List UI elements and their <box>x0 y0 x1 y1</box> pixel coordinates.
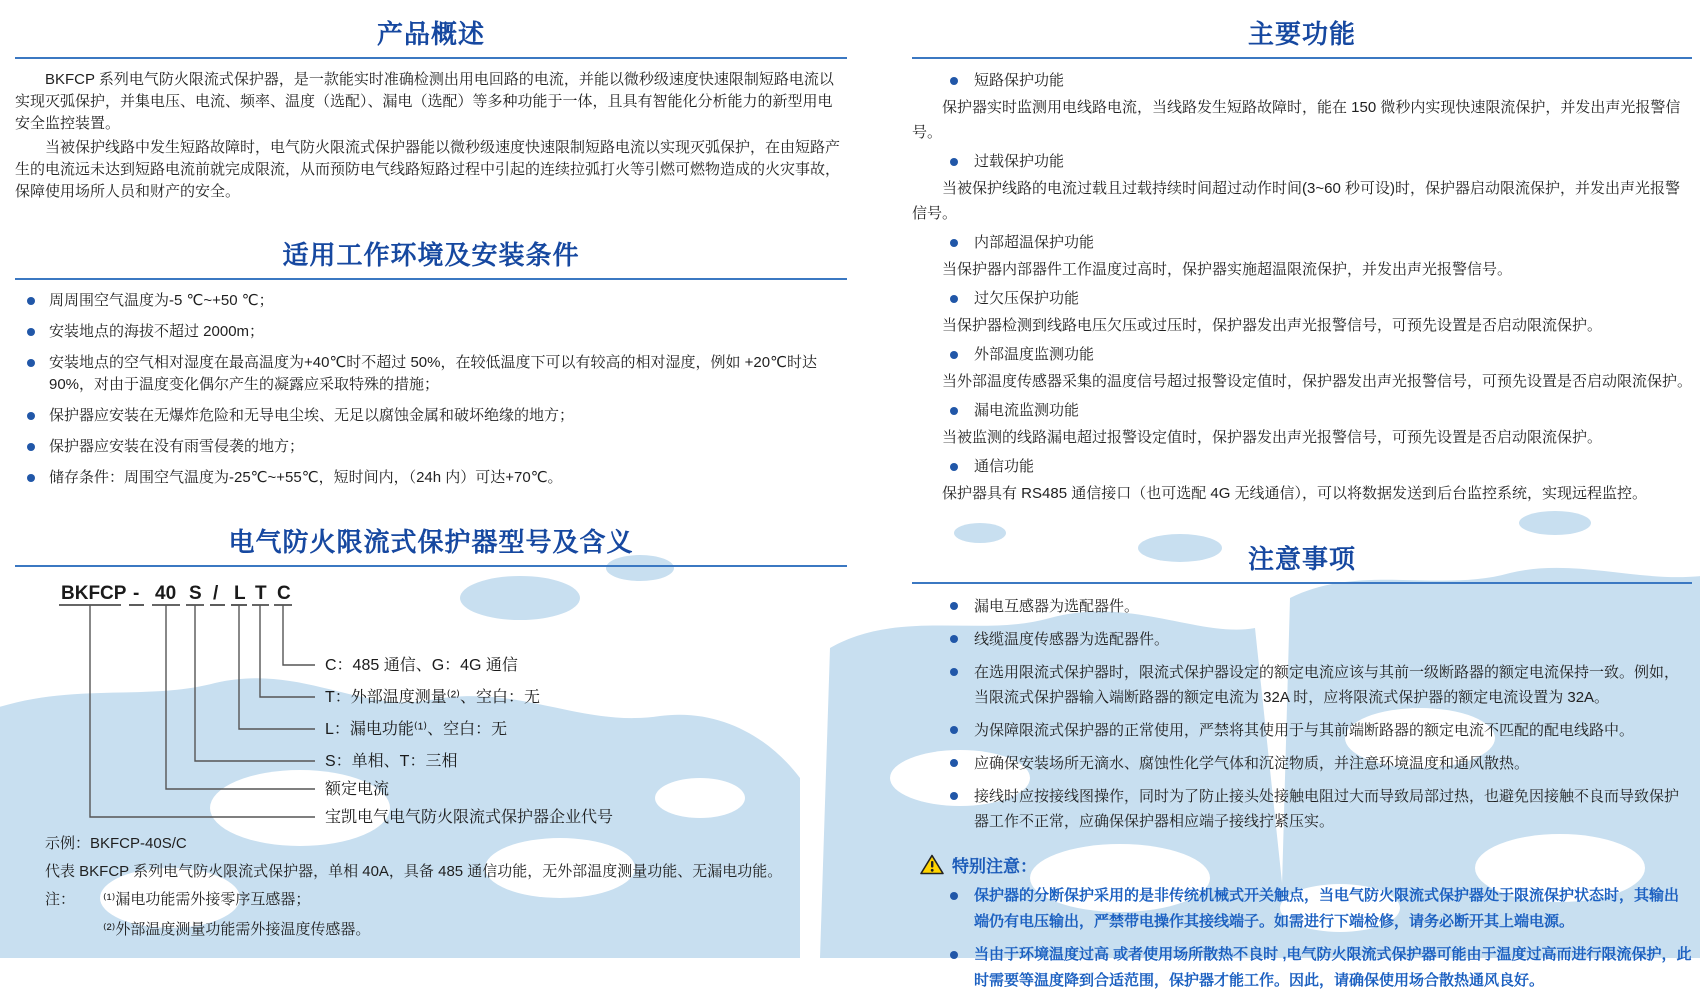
spacer <box>15 205 847 221</box>
list-item-text: 应确保安装场所无滴水、腐蚀性化学气体和沉淀物质，并注意环境温度和通风散热。 <box>974 755 1530 772</box>
function-title <box>912 455 1692 479</box>
section-rule <box>912 582 1692 584</box>
precautions-list <box>912 594 1692 834</box>
list-item <box>15 436 847 458</box>
list-item <box>912 942 1692 994</box>
section-title-model-meaning: 电气防火限流式保护器型号及含义 <box>228 527 634 557</box>
model-example-label: 示例：BKFCP-40S/C <box>45 835 187 852</box>
tree-connectors <box>90 605 315 817</box>
list-item-text: 当由于环境温度过高 或者使用场所散热不良时 ,电气防火限流式保护器可能由于温度过高而进行限流保护，此时需要等温度降到合适范围，保护器才能工作。因此，请确保使用场合散热通风良好。 <box>974 946 1692 989</box>
function-title-text: 内部超温保护功能 <box>974 234 1095 251</box>
special-notice-title: 特别注意： <box>952 857 1037 876</box>
bullet-icon <box>950 668 958 676</box>
overview-paragraph-2: 当被保护线路中发生短路故障时，电气防火限流式保护器能以微秒级速度快速限制短路电流以实现灭弧保护，在由短路产生的电流远未达到短路电流前就完成限流，从而预防电气线路短路过程中引起的连续拉弧打火等引燃可燃物造成的火灾事故，保障使用场所人员和财产的安全。 <box>15 139 841 200</box>
list-item <box>15 467 847 489</box>
model-token: BKFCP <box>61 583 127 604</box>
model-label: 宝凯电气电气防火限流式保护器企业代号 <box>325 809 614 826</box>
function-title <box>912 69 1692 93</box>
bullet-icon <box>950 295 958 303</box>
list-item <box>15 405 847 427</box>
note-line: ⁽¹⁾漏电功能需外接零序互感器； <box>103 891 311 908</box>
function-title-text: 过载保护功能 <box>974 153 1065 170</box>
section-rule <box>912 57 1692 59</box>
bullet-icon <box>950 951 958 959</box>
bullet-icon <box>950 463 958 471</box>
left-column <box>15 0 847 947</box>
functions-list <box>912 69 1692 506</box>
list-item-text: 漏电互感器为选配器件。 <box>974 598 1140 615</box>
section-rule <box>15 278 847 280</box>
bullet-icon <box>950 239 958 247</box>
list-item <box>15 321 847 343</box>
note-line: ⁽²⁾外部温度测量功能需外接温度传感器。 <box>103 921 371 938</box>
special-notice-header <box>920 852 1692 877</box>
overview-paragraph-1: BKFCP 系列电气防火限流式保护器，是一款能实时准确检测出用电回路的电流，并能以微秒级速度快速限制短路电流以实现灭弧保护，并集电压、电流、频率、温度（选配）、漏电（选配）等多种功能于一体，且具有智能化分析能力的新型用电安全监控装置。 <box>15 71 834 132</box>
bullet-icon <box>27 443 35 451</box>
bullet-icon <box>27 328 35 336</box>
bullet-icon <box>27 474 35 482</box>
list-item <box>912 784 1692 834</box>
bullet-icon <box>27 359 35 367</box>
list-item-text: 保护器应安装在无爆炸危险和无导电尘埃、无足以腐蚀金属和破坏绝缘的地方； <box>49 407 575 424</box>
spacer <box>912 507 1692 525</box>
list-item <box>912 594 1692 619</box>
model-notes <box>45 887 847 947</box>
section-rule <box>15 57 847 59</box>
model-example-block <box>45 831 847 947</box>
function-title-text: 外部温度监测功能 <box>974 346 1095 363</box>
function-description: 当外部温度传感器采集的温度信号超过报警设定值时，保护器发出声光报警信号，可预先设置是否启动限流保护。 <box>942 373 1693 390</box>
spacer <box>15 498 847 508</box>
model-example-description: 代表 BKFCP 系列电气防火限流式保护器，单相 40A，具备 485 通信功能，无外部温度测量功能、无漏电功能。 <box>45 863 783 880</box>
list-item-text: 线缆温度传感器为选配器件。 <box>974 631 1170 648</box>
model-label: C：485 通信、G：4G 通信 <box>325 657 518 674</box>
right-column <box>912 0 1692 1001</box>
function-title <box>912 343 1692 367</box>
list-item-text: 周周围空气温度为-5 ℃~+50 ℃； <box>49 292 274 309</box>
function-description: 当被监测的线路漏电超过报警设定值时，保护器发出声光报警信号，可预先设置是否启动限流保护。 <box>942 429 1603 446</box>
list-item-text: 保护器应安装在没有雨雪侵袭的地方； <box>49 438 305 455</box>
model-token: T <box>255 583 267 604</box>
function-title <box>912 231 1692 255</box>
bullet-icon <box>950 726 958 734</box>
warning-icon <box>920 854 944 875</box>
list-item <box>15 290 847 312</box>
bullet-icon <box>27 297 35 305</box>
list-item <box>912 660 1692 710</box>
list-item <box>912 883 1692 935</box>
bullet-icon <box>950 635 958 643</box>
function-title-text: 漏电流监测功能 <box>974 402 1080 419</box>
bullet-icon <box>950 77 958 85</box>
model-label: T：外部温度测量⁽²⁾、空白：无 <box>325 689 540 706</box>
bullet-icon <box>950 792 958 800</box>
model-token: 40 <box>155 583 177 604</box>
list-item-text: 为保障限流式保护器的正常使用，严禁将其使用于与其前端断路器的额定电流不匹配的配电线路中。 <box>974 722 1635 739</box>
function-title <box>912 399 1692 423</box>
list-item-text: 接线时应按接线图操作，同时为了防止接头处接触电阻过大而导致局部过热，也避免因接触不良而导致保护器工作不正常，应确保保护器相应端子接线拧紧压实。 <box>974 788 1680 830</box>
section-title-environment: 适用工作环境及安装条件 <box>282 240 580 270</box>
function-description: 保护器具有 RS485 通信接口（也可选配 4G 无线通信），可以将数据发送到后台监控系统，实现远程监控。 <box>942 485 1648 502</box>
model-code-diagram <box>15 577 847 829</box>
list-item <box>912 751 1692 776</box>
bullet-icon <box>950 407 958 415</box>
list-item-text: 保护器的分断保护采用的是非传统机械式开关触点，当电气防火限流式保护器处于限流保护状态时，其输出端仍有电压输出，严禁带电操作其接线端子。如需进行下端检修，请务必断开其上端电源。 <box>974 887 1680 930</box>
list-item-text: 在选用限流式保护器时，限流式保护器设定的额定电流应该与其前一级断路器的额定电流保持一致。例如，当限流式保护器输入端断路器的额定电流为 32A 时，应将限流式保护器的额定电流设置为 32A。 <box>974 664 1680 706</box>
model-code-tree <box>15 577 835 829</box>
list-item <box>912 718 1692 743</box>
section-title-precautions: 注意事项 <box>1247 544 1356 574</box>
model-token: / <box>213 583 219 604</box>
function-description: 当被保护线路的电流过载且过载持续时间超过动作时间(3~60 秒可设)时，保护器启动限流保护，并发出声光报警信号。 <box>912 180 1680 222</box>
list-item-text: 安装地点的海拔不超过 2000m； <box>49 323 265 340</box>
model-token: L <box>234 583 246 604</box>
function-description: 保护器实时监测用电线路电流，当线路发生短路故障时，能在 150 微秒内实现快速限流保护，并发出声光报警信号。 <box>912 99 1681 141</box>
bullet-icon <box>27 412 35 420</box>
function-description: 当保护器内部器件工作温度过高时，保护器实施超温限流保护，并发出声光报警信号。 <box>942 261 1513 278</box>
note-lines <box>103 887 370 947</box>
note-label: 注： <box>45 891 76 908</box>
function-title-text: 短路保护功能 <box>974 72 1065 89</box>
bullet-icon <box>950 759 958 767</box>
section-rule <box>15 565 847 567</box>
environment-list <box>15 290 847 489</box>
section-title-main-functions: 主要功能 <box>1247 19 1356 49</box>
model-token: S <box>189 583 202 604</box>
bullet-icon <box>950 351 958 359</box>
bullet-icon <box>950 892 958 900</box>
list-item-text: 储存条件：周围空气温度为-25℃~+55℃，短时间内，（24h 内）可达+70℃。 <box>49 469 563 486</box>
list-item-text: 安装地点的空气相对湿度在最高温度为+40℃时不超过 50%，在较低温度下可以有较高的相对湿度，例如 +20℃时达 90%，对由于温度变化偶尔产生的凝露应采取特殊的措施； <box>49 354 817 393</box>
model-token: - <box>133 583 140 604</box>
model-token: C <box>277 583 291 604</box>
bullet-icon <box>950 602 958 610</box>
bullet-icon <box>950 158 958 166</box>
list-item <box>15 352 847 396</box>
function-title-text: 通信功能 <box>974 458 1035 475</box>
model-label: L：漏电功能⁽¹⁾、空白：无 <box>325 721 508 738</box>
function-title-text: 过欠压保护功能 <box>974 290 1080 307</box>
function-description: 当保护器检测到线路电压欠压或过压时，保护器发出声光报警信号，可预先设置是否启动限流保护。 <box>942 317 1603 334</box>
model-label: S：单相、T：三相 <box>325 753 458 770</box>
function-title <box>912 150 1692 174</box>
section-title-product-overview: 产品概述 <box>376 19 485 49</box>
list-item <box>912 627 1692 652</box>
special-notice-list <box>912 883 1692 994</box>
model-label: 额定电流 <box>325 781 390 798</box>
function-title <box>912 287 1692 311</box>
